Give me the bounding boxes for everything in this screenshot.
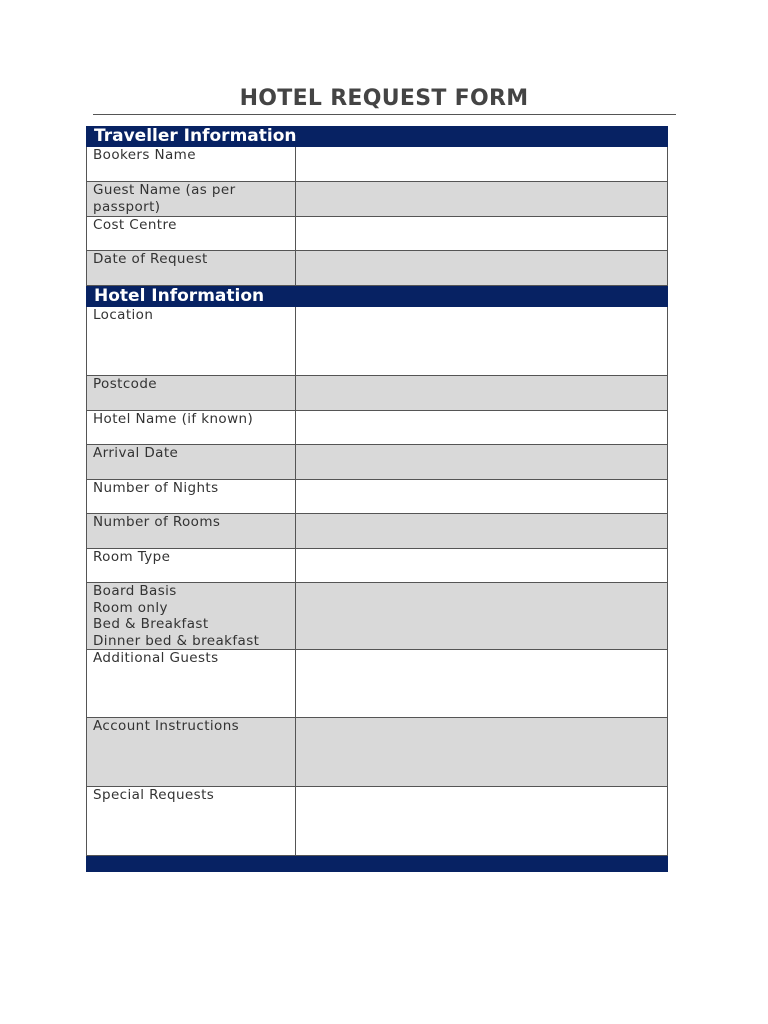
account-instructions-input[interactable]	[296, 718, 667, 786]
form-row-number-of-rooms	[86, 514, 668, 549]
arrival-date-input[interactable]	[296, 445, 667, 479]
hotel-name-input[interactable]	[296, 411, 667, 444]
form-row-bookers-name	[86, 147, 668, 182]
field-label-room-type: Room Type	[87, 549, 296, 582]
board-basis-input[interactable]	[296, 583, 667, 649]
form-row-postcode	[86, 376, 668, 411]
field-label-additional-guests: Additional Guests	[87, 650, 296, 717]
form-row-board-basis	[86, 583, 668, 650]
field-label-guest-name: Guest Name (as per passport)	[87, 182, 296, 216]
form-footer-bar	[86, 856, 668, 872]
form-row-guest-name	[86, 182, 668, 217]
form-row-location	[86, 307, 668, 376]
field-label-date-of-request: Date of Request	[87, 251, 296, 285]
title-divider	[93, 114, 676, 115]
field-label-location: Location	[87, 307, 296, 375]
form-row-arrival-date	[86, 445, 668, 480]
field-label-hotel-name: Hotel Name (if known)	[87, 411, 296, 444]
field-label-account-instructions: Account Instructions	[87, 718, 296, 786]
form-row-room-type	[86, 549, 668, 583]
form-row-date-of-request	[86, 251, 668, 286]
field-label-cost-centre: Cost Centre	[87, 217, 296, 250]
form-title: HOTEL REQUEST FORM	[239, 86, 529, 111]
field-label-board-basis: Board Basis Room only Bed & Breakfast Dinner bed & breakfast	[87, 583, 296, 649]
form-row-account-instructions	[86, 718, 668, 787]
form-row-additional-guests	[86, 650, 668, 718]
guest-name-input[interactable]	[296, 182, 667, 216]
number-of-rooms-input[interactable]	[296, 514, 667, 548]
hotel-request-form	[86, 126, 668, 872]
number-of-nights-input[interactable]	[296, 480, 667, 513]
section-header-traveller-information: Traveller Information	[86, 126, 668, 147]
field-label-bookers-name: Bookers Name	[87, 147, 296, 181]
form-row-hotel-name	[86, 411, 668, 445]
form-row-number-of-nights	[86, 480, 668, 514]
field-label-postcode: Postcode	[87, 376, 296, 410]
location-input[interactable]	[296, 307, 667, 375]
form-row-special-requests	[86, 787, 668, 856]
bookers-name-input[interactable]	[296, 147, 667, 181]
special-requests-input[interactable]	[296, 787, 667, 855]
field-label-special-requests: Special Requests	[87, 787, 296, 855]
form-row-cost-centre	[86, 217, 668, 251]
room-type-input[interactable]	[296, 549, 667, 582]
postcode-input[interactable]	[296, 376, 667, 410]
additional-guests-input[interactable]	[296, 650, 667, 717]
field-label-number-of-nights: Number of Nights	[87, 480, 296, 513]
cost-centre-input[interactable]	[296, 217, 667, 250]
date-of-request-input[interactable]	[296, 251, 667, 285]
section-header-hotel-information: Hotel Information	[86, 286, 668, 307]
field-label-arrival-date: Arrival Date	[87, 445, 296, 479]
field-label-number-of-rooms: Number of Rooms	[87, 514, 296, 548]
